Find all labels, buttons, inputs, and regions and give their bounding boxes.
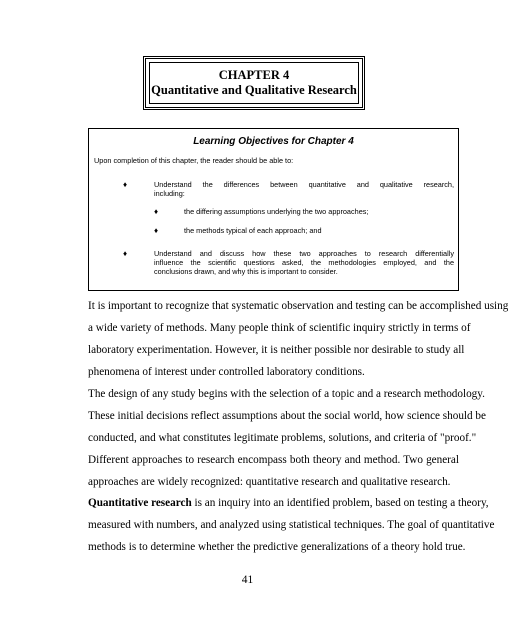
paragraph-line: conducted, and what constitutes legitimate problems, solutions, and criteria of "proof."	[88, 432, 477, 444]
learning-objectives-box	[88, 128, 459, 291]
paragraph-line: laboratory experimentation. However, it is neither possible nor desirable to study all	[88, 344, 465, 356]
objectives-heading: Learning Objectives for Chapter 4	[193, 136, 354, 147]
chapter-title: Quantitative and Qualitative Research	[151, 83, 357, 97]
bullet-diamond-icon: ♦	[123, 249, 128, 258]
paragraph-line: These initial decisions reflect assumptions about the social world, how science should be	[88, 410, 486, 422]
chapter-number: CHAPTER 4	[218, 68, 290, 82]
paragraph-line: a wide variety of methods. Many people think of scientific inquiry strictly in terms of	[88, 322, 471, 334]
objective-item-2-line-2: influence the scientific questions asked, the methodologies employed, and the	[154, 258, 454, 267]
body-paragraph-2	[88, 383, 486, 493]
bullet-diamond-icon: ♦	[123, 180, 128, 189]
body-paragraph-1	[88, 295, 508, 383]
term-quantitative-research: Quantitative research	[88, 497, 192, 509]
objective-item-2-line-1: Understand and discuss how these two approaches to research differentially	[154, 249, 454, 258]
objective-subitem-1: the differing assumptions underlying the two approaches;	[184, 207, 369, 216]
bullet-diamond-icon: ♦	[154, 207, 159, 216]
objective-item-1	[154, 180, 454, 198]
objective-item-2-line-3: conclusions drawn, and why this is important to consider.	[154, 267, 338, 276]
paragraph-line	[88, 492, 489, 514]
objective-item-1-line-1: Understand the differences between quantitative and qualitative research,	[154, 180, 454, 189]
bullet-diamond-icon: ♦	[154, 226, 159, 235]
paragraph-line-text: is an inquiry into an identified problem, based on testing a theory,	[191, 497, 489, 509]
paragraph-line: measured with numbers, and analyzed using statistical techniques. The goal of quantitative	[88, 519, 495, 531]
page-number: 41	[241, 574, 254, 586]
paragraph-line: methods is to determine whether the predictive generalizations of a theory hold true.	[88, 541, 466, 553]
objective-subitem-2: the methods typical of each approach; and	[184, 226, 322, 235]
paragraph-line: phenomena of interest under controlled laboratory conditions.	[88, 366, 365, 378]
objective-item-1-line-2: including:	[154, 189, 185, 198]
objectives-intro: Upon completion of this chapter, the reader should be able to:	[94, 156, 294, 165]
paragraph-line: It is important to recognize that systematic observation and testing can be accomplished using	[88, 300, 508, 312]
chapter-heading-box	[143, 56, 365, 110]
body-paragraph-3	[88, 492, 495, 558]
paragraph-line: Different approaches to research encompass both theory and method. Two general	[88, 454, 459, 466]
paragraph-line: approaches are widely recognized: quantitative research and qualitative research.	[88, 476, 451, 488]
objective-item-2	[154, 249, 454, 276]
paragraph-line: The design of any study begins with the selection of a topic and a research methodology.	[88, 388, 485, 400]
